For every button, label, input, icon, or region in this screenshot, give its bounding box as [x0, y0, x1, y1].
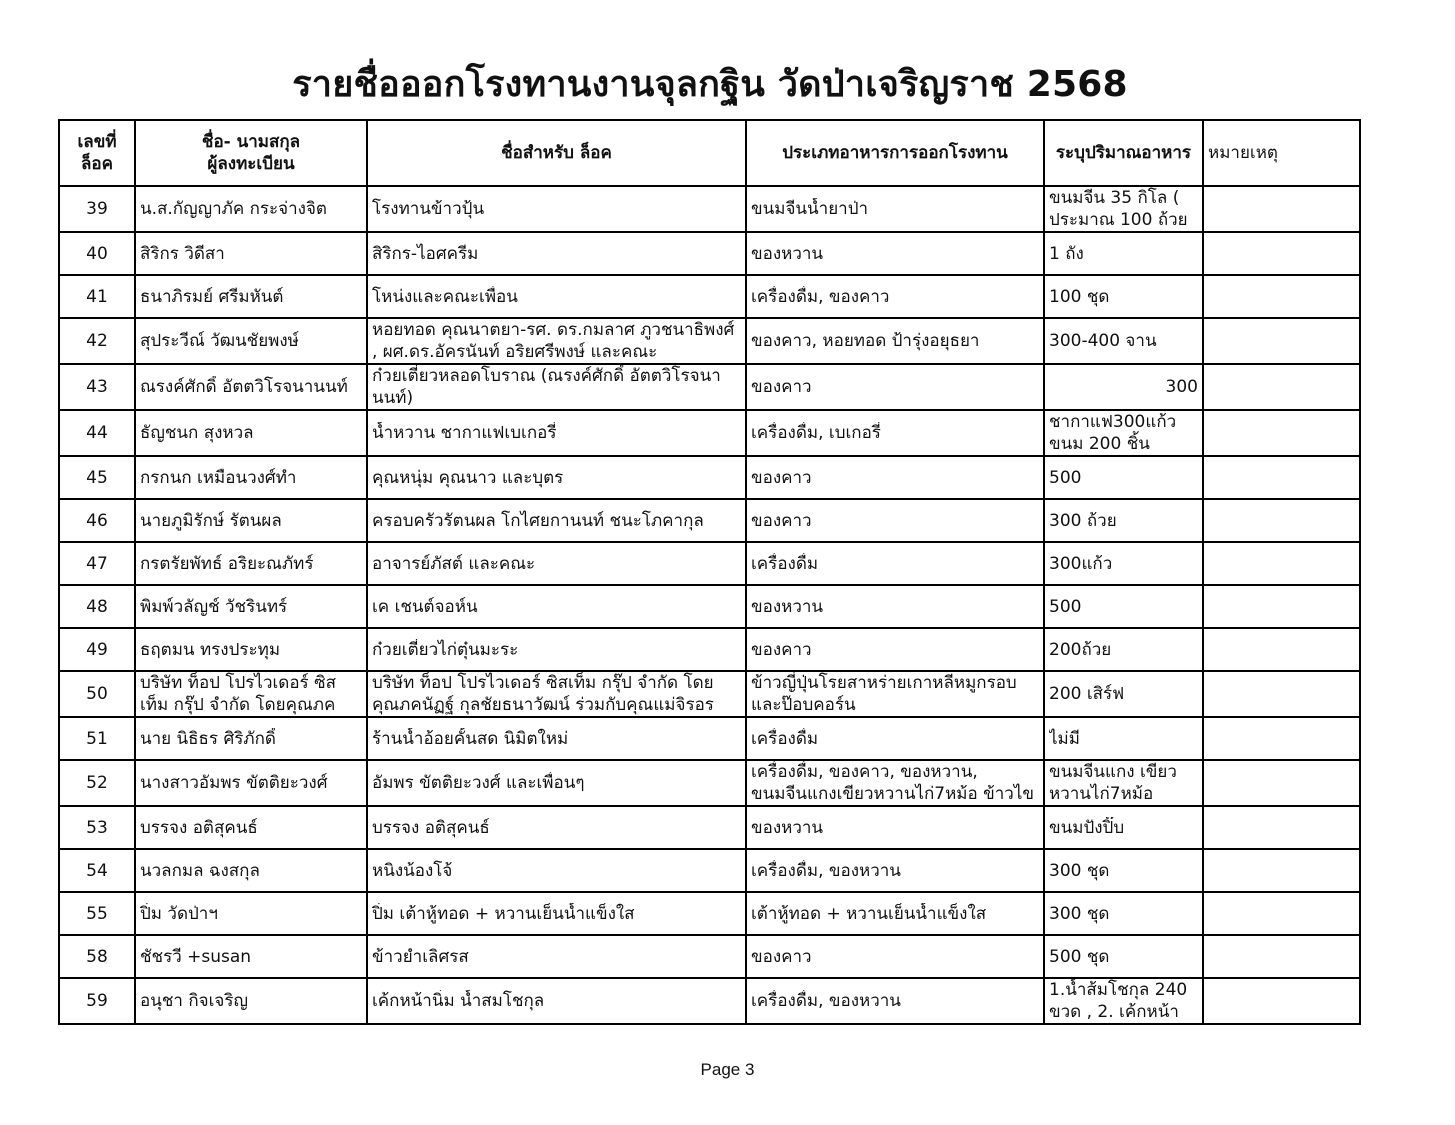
page-footer: Page 3 [700, 1060, 755, 1079]
cell-food-type [746, 717, 1044, 760]
cell-note [1203, 275, 1360, 318]
cell-quantity-text: ขนมจีนแกง เขียวหวานไก่7หม้อ [1049, 762, 1177, 804]
cell-quantity-text: ขนมปังปิ๊บ [1049, 817, 1125, 838]
cell-food-type [746, 671, 1044, 717]
cell-registrant-text: กรตรัยพัทธ์ อริยะณภัทร์ [140, 553, 314, 574]
cell-lock-no [59, 275, 135, 318]
table-row [59, 760, 1360, 806]
cell-registrant-text: พิมพ์วลัญช์ วัชรินทร์ [140, 596, 288, 617]
cell-food-type [746, 318, 1044, 364]
table-row [59, 275, 1360, 318]
cell-quantity [1044, 275, 1203, 318]
cell-registrant-text: ธฤตมน ทรงประทุม [140, 639, 281, 660]
cell-registrant [135, 978, 367, 1024]
cell-note [1203, 542, 1360, 585]
table-row [59, 232, 1360, 275]
cell-lock-name [367, 892, 746, 935]
cell-food-type [746, 760, 1044, 806]
cell-food-type [746, 232, 1044, 275]
cell-note [1203, 232, 1360, 275]
cell-note [1203, 318, 1360, 364]
cell-lock-no-text: 47 [86, 553, 108, 574]
cell-quantity [1044, 542, 1203, 585]
table-row [59, 892, 1360, 935]
cell-registrant [135, 671, 367, 717]
cell-lock-no-text: 52 [86, 773, 108, 793]
table-row [59, 456, 1360, 499]
cell-food-type-text: เครื่องดื่ม, ของหวาน [751, 860, 901, 881]
header-row [59, 120, 1360, 186]
cell-registrant [135, 585, 367, 628]
cell-lock-no [59, 628, 135, 671]
cell-lock-no [59, 232, 135, 275]
cell-lock-name [367, 628, 746, 671]
table-row [59, 806, 1360, 849]
cell-food-type-text: ของคาว, หอยทอด ป้ารุ่งอยุธยา [751, 331, 980, 351]
cell-registrant-text: ธนาภิรมย์ ศรีมหันต์ [140, 286, 284, 307]
cell-quantity [1044, 585, 1203, 628]
cell-lock-no [59, 585, 135, 628]
cell-note [1203, 671, 1360, 717]
cell-registrant [135, 499, 367, 542]
table-row [59, 717, 1360, 760]
cell-quantity-text: 500 ชุด [1049, 946, 1110, 967]
cell-note [1203, 499, 1360, 542]
cell-lock-name-text: เค้กหน้านิ่ม น้ำสมโชกุล [372, 991, 545, 1011]
cell-note [1203, 892, 1360, 935]
cell-food-type [746, 456, 1044, 499]
cell-food-type [746, 806, 1044, 849]
cell-registrant [135, 410, 367, 456]
cell-food-type-text: ขนมจีนน้ำยาป่า [751, 199, 869, 219]
cell-registrant-text: อนุชา กิจเจริญ [140, 991, 248, 1011]
cell-quantity [1044, 978, 1203, 1024]
cell-food-type-text: ของหวาน [751, 596, 824, 617]
cell-lock-name-text: หอยทอด คุณนาตยา-รศ. ดร.กมลาศ ภูวชนาธิพงศ์ , ผศ.ดร.อัครนันท์ อริยศรีพงษ์ และคณะ [372, 320, 735, 362]
cell-lock-no [59, 892, 135, 935]
cell-food-type-text: ของคาว [751, 639, 812, 660]
cell-lock-name [367, 410, 746, 456]
cell-registrant [135, 806, 367, 849]
cell-quantity-text: ขนมจีน 35 กิโล ( ประมาณ 100 ถ้วย [1049, 188, 1188, 230]
header-quantity: ระบุปริมาณอาหาร [1044, 120, 1203, 186]
cell-food-type [746, 935, 1044, 978]
cell-quantity [1044, 760, 1203, 806]
cell-quantity [1044, 186, 1203, 232]
cell-lock-no-text: 50 [86, 684, 108, 704]
header-lock-no: เลขที่ ล็อค [59, 120, 135, 186]
cell-quantity [1044, 849, 1203, 892]
cell-note [1203, 186, 1360, 232]
cell-registrant-text: ปิ๋ม วัดป่าฯ [140, 903, 218, 924]
cell-lock-no-text: 49 [86, 639, 108, 660]
cell-registrant [135, 364, 367, 410]
cell-food-type-text: เครื่องดื่ม, เบเกอรี่ [751, 423, 881, 443]
cell-lock-no [59, 499, 135, 542]
cell-food-type [746, 410, 1044, 456]
cell-quantity [1044, 232, 1203, 275]
header-food-type: ประเภทอาหารการออกโรงทาน [746, 120, 1044, 186]
table-row [59, 628, 1360, 671]
cell-lock-name-text: อาจารย์ภัสต์ และคณะ [372, 553, 536, 574]
cell-registrant [135, 456, 367, 499]
cell-lock-no [59, 935, 135, 978]
cell-quantity-text: 300-400 จาน [1049, 331, 1157, 351]
cell-registrant [135, 186, 367, 232]
cell-quantity [1044, 935, 1203, 978]
cell-lock-no [59, 364, 135, 410]
cell-quantity-text: 1.น้ำส้มโชกุล 240 ขวด , 2. เค้กหน้า [1049, 980, 1188, 1022]
cell-registrant-text: สุประวีณ์ วัฒนชัยพงษ์ [140, 331, 299, 351]
table-row [59, 671, 1360, 717]
cell-food-type-text: เครื่องดื่ม, ของคาว [751, 286, 890, 307]
cell-note [1203, 410, 1360, 456]
cell-lock-name [367, 318, 746, 364]
table-row [59, 542, 1360, 585]
cell-food-type [746, 186, 1044, 232]
cell-lock-name [367, 849, 746, 892]
cell-lock-no-text: 44 [86, 423, 108, 443]
cell-quantity [1044, 410, 1203, 456]
cell-quantity-text: ไม่มี [1049, 728, 1080, 749]
cell-quantity-text: 300 [1165, 377, 1198, 397]
table-row [59, 935, 1360, 978]
cell-quantity [1044, 628, 1203, 671]
table-row [59, 364, 1360, 410]
cell-lock-name-text: หนิงน้องโจ้ [372, 860, 453, 881]
cell-quantity-text: 300 ชุด [1049, 903, 1110, 924]
cell-food-type-text: เต้าหู้ทอด + หวานเย็นน้ำแข็งใส [751, 903, 987, 924]
cell-lock-name [367, 760, 746, 806]
cell-lock-name-text: ครอบครัวรัตนผล โกไศยกานนท์ ชนะโภคากุล [372, 510, 704, 531]
cell-quantity-text: 300 ชุด [1049, 860, 1110, 881]
cell-quantity [1044, 318, 1203, 364]
cell-quantity-text: 100 ชุด [1049, 286, 1110, 307]
cell-registrant [135, 232, 367, 275]
cell-quantity-text: 500 [1049, 596, 1082, 617]
cell-lock-name-text: ปิ๋ม เต้าหู้ทอด + หวานเย็นน้ำแข็งใส [372, 903, 635, 924]
cell-food-type-text: เครื่องดื่ม [751, 553, 819, 574]
cell-lock-name [367, 499, 746, 542]
cell-quantity [1044, 806, 1203, 849]
cell-lock-name-text: บริษัท ท็อป โปรไวเดอร์ ซิสเท็ม กรุ๊ป จำกัด โดย คุณภคนัฏฐ์ กุลชัยธนาวัฒน์ ร่วมกับคุณแม่จิรอร [372, 673, 714, 715]
cell-lock-name-text: โรงทานข้าวปุ้น [372, 199, 485, 219]
cell-food-type-text: ของคาว [751, 946, 812, 967]
cell-registrant [135, 717, 367, 760]
cell-registrant-text: กรกนก เหมือนวงศ์ทำ [140, 467, 297, 488]
cell-lock-no [59, 456, 135, 499]
cell-lock-name-text: ก๋วยเตี๋ยวหลอดโบราณ (ณรงค์ศักดิ์ อัตตวิโรจนานนท์) [372, 366, 721, 408]
cell-lock-name-text: ร้านน้ำอ้อยคั้นสด นิมิตใหม่ [372, 728, 569, 749]
table-row [59, 849, 1360, 892]
cell-quantity-text: 200 เสิร์ฟ [1049, 684, 1125, 704]
cell-registrant-text: บรรจง อติสุคนธ์ [140, 817, 258, 838]
cell-lock-name [367, 186, 746, 232]
cell-quantity [1044, 456, 1203, 499]
cell-food-type-text: ของคาว [751, 467, 812, 488]
cell-food-type-text: เครื่องดื่ม, ของหวาน [751, 991, 901, 1011]
cell-lock-no-text: 43 [86, 377, 108, 397]
cell-lock-no [59, 717, 135, 760]
cell-lock-name [367, 456, 746, 499]
cell-lock-no [59, 849, 135, 892]
cell-quantity [1044, 499, 1203, 542]
table-row [59, 978, 1360, 1024]
cell-lock-no-text: 42 [86, 331, 108, 351]
cell-registrant [135, 760, 367, 806]
table-body [59, 186, 1360, 1024]
cell-food-type-text: ข้าวญี่ปุ่นโรยสาหร่ายเกาหลีหมูกรอบ และป๊อบคอร์น [751, 673, 1017, 715]
cell-lock-no-text: 39 [86, 199, 108, 219]
cell-lock-no [59, 806, 135, 849]
cell-lock-no [59, 542, 135, 585]
cell-food-type [746, 542, 1044, 585]
cell-food-type-text: ของคาว [751, 377, 812, 397]
cell-lock-name-text: ข้าวยำเลิศรส [372, 946, 469, 967]
cell-lock-no [59, 410, 135, 456]
cell-lock-no-text: 53 [86, 817, 108, 838]
cell-lock-name-text: บรรจง อติสุคนธ์ [372, 817, 490, 838]
cell-registrant-text: บริษัท ท็อป โปรไวเดอร์ ซิสเท็ม กรุ๊ป จำกัด โดยคุณภค [140, 673, 337, 715]
cell-note [1203, 456, 1360, 499]
cell-lock-no-text: 58 [86, 946, 108, 967]
cell-registrant [135, 935, 367, 978]
cell-lock-no [59, 318, 135, 364]
table-row [59, 186, 1360, 232]
cell-lock-name-text: สิริกร-ไอศครีม [372, 243, 479, 264]
cell-note [1203, 717, 1360, 760]
cell-lock-name-text: ก๋วยเตี๋ยวไก่ตุ๋นมะระ [372, 639, 519, 660]
cell-registrant [135, 849, 367, 892]
cell-lock-no [59, 760, 135, 806]
cell-registrant-text: สิริกร วิดีสา [140, 243, 225, 264]
cell-note [1203, 978, 1360, 1024]
cell-lock-name-text: เค เชนต์จอห์น [372, 596, 478, 617]
table-row [59, 585, 1360, 628]
cell-lock-no [59, 978, 135, 1024]
cell-lock-no-text: 54 [86, 860, 108, 881]
cell-registrant [135, 628, 367, 671]
cell-lock-name-text: น้ำหวาน ชากาแฟเบเกอรี่ [372, 423, 557, 443]
cell-registrant [135, 318, 367, 364]
table-row [59, 499, 1360, 542]
cell-food-type-text: เครื่องดื่ม, ของคาว, ของหวาน, ขนมจีนแกงเขียวหวานไก่7หม้อ ข้าวไข [751, 762, 1035, 804]
cell-quantity [1044, 671, 1203, 717]
cell-registrant-text: ณรงค์ศักดิ์ อัตตวิโรจนานนท์ [140, 377, 348, 397]
cell-food-type-text: ของหวาน [751, 243, 824, 264]
cell-lock-name [367, 275, 746, 318]
cell-lock-name [367, 935, 746, 978]
cell-lock-name-text: คุณหนุ่ม คุณนาว และบุตร [372, 467, 564, 488]
cell-note [1203, 364, 1360, 410]
cell-lock-no-text: 48 [86, 596, 108, 617]
cell-lock-name [367, 671, 746, 717]
cell-lock-no-text: 46 [86, 510, 108, 531]
cell-registrant [135, 542, 367, 585]
cell-lock-name [367, 232, 746, 275]
cell-lock-name [367, 978, 746, 1024]
cell-lock-no-text: 59 [86, 991, 108, 1011]
cell-quantity [1044, 364, 1203, 410]
cell-food-type-text: ของคาว [751, 510, 812, 531]
cell-quantity [1044, 892, 1203, 935]
cell-registrant-text: ธัญชนก สุงหวล [140, 423, 254, 443]
cell-lock-no-text: 51 [86, 728, 108, 749]
cell-lock-name [367, 806, 746, 849]
cell-lock-no-text: 45 [86, 467, 108, 488]
cell-lock-name [367, 542, 746, 585]
cell-registrant-text: นาย นิธิธร ศิริภักดิ์ [140, 728, 276, 749]
cell-registrant-text: น.ส.กัญญาภัค กระจ่างจิต [140, 199, 327, 219]
cell-quantity-text: 300 ถ้วย [1049, 510, 1117, 531]
page-title: รายชื่อออกโรงทานงานจุลกฐิน วัดป่าเจริญราช 2568 [292, 64, 1128, 105]
registration-table [58, 119, 1361, 1025]
cell-quantity-text: ชากาแฟ300แก้ว ขนม 200 ชิ้น [1049, 412, 1177, 454]
cell-quantity-text: 300แก้ว [1049, 553, 1113, 574]
cell-food-type [746, 892, 1044, 935]
cell-quantity-text: 200ถ้วย [1049, 639, 1112, 660]
cell-registrant [135, 892, 367, 935]
cell-food-type [746, 849, 1044, 892]
cell-registrant-text: ชัชรวี +susan [140, 946, 252, 967]
cell-lock-name [367, 585, 746, 628]
cell-food-type [746, 364, 1044, 410]
cell-quantity-text: 500 [1049, 467, 1082, 488]
cell-food-type [746, 978, 1044, 1024]
cell-quantity-text: 1 ถัง [1049, 243, 1084, 264]
table-row [59, 410, 1360, 456]
header-lock-name: ชื่อสำหรับ ล็อค [367, 120, 746, 186]
cell-note [1203, 628, 1360, 671]
cell-lock-no [59, 671, 135, 717]
cell-lock-name-text: อัมพร ขัตติยะวงศ์ และเพื่อนๆ [372, 773, 585, 793]
cell-lock-name-text: โหน่งและคณะเพื่อน [372, 286, 518, 307]
cell-food-type [746, 585, 1044, 628]
cell-note [1203, 806, 1360, 849]
cell-note [1203, 760, 1360, 806]
cell-registrant [135, 275, 367, 318]
cell-quantity [1044, 717, 1203, 760]
cell-food-type-text: เครื่องดื่ม [751, 728, 819, 749]
cell-food-type [746, 499, 1044, 542]
header-note: หมายเหตุ [1203, 120, 1360, 186]
cell-food-type-text: ของหวาน [751, 817, 824, 838]
cell-lock-name [367, 717, 746, 760]
cell-note [1203, 935, 1360, 978]
cell-lock-no [59, 186, 135, 232]
cell-registrant-text: นวลกมล ฉงสกุล [140, 860, 260, 881]
cell-registrant-text: นายภูมิรักษ์ รัตนผล [140, 510, 282, 531]
table-row [59, 318, 1360, 364]
header-registrant: ชื่อ- นามสกุล ผู้ลงทะเบียน [135, 120, 367, 186]
cell-note [1203, 585, 1360, 628]
cell-food-type [746, 628, 1044, 671]
cell-note [1203, 849, 1360, 892]
cell-lock-no-text: 40 [86, 243, 108, 264]
cell-food-type [746, 275, 1044, 318]
cell-registrant-text: นางสาวอัมพร ขัตติยะวงศ์ [140, 773, 328, 793]
cell-lock-name [367, 364, 746, 410]
cell-lock-no-text: 55 [86, 903, 108, 924]
cell-lock-no-text: 41 [86, 286, 108, 307]
